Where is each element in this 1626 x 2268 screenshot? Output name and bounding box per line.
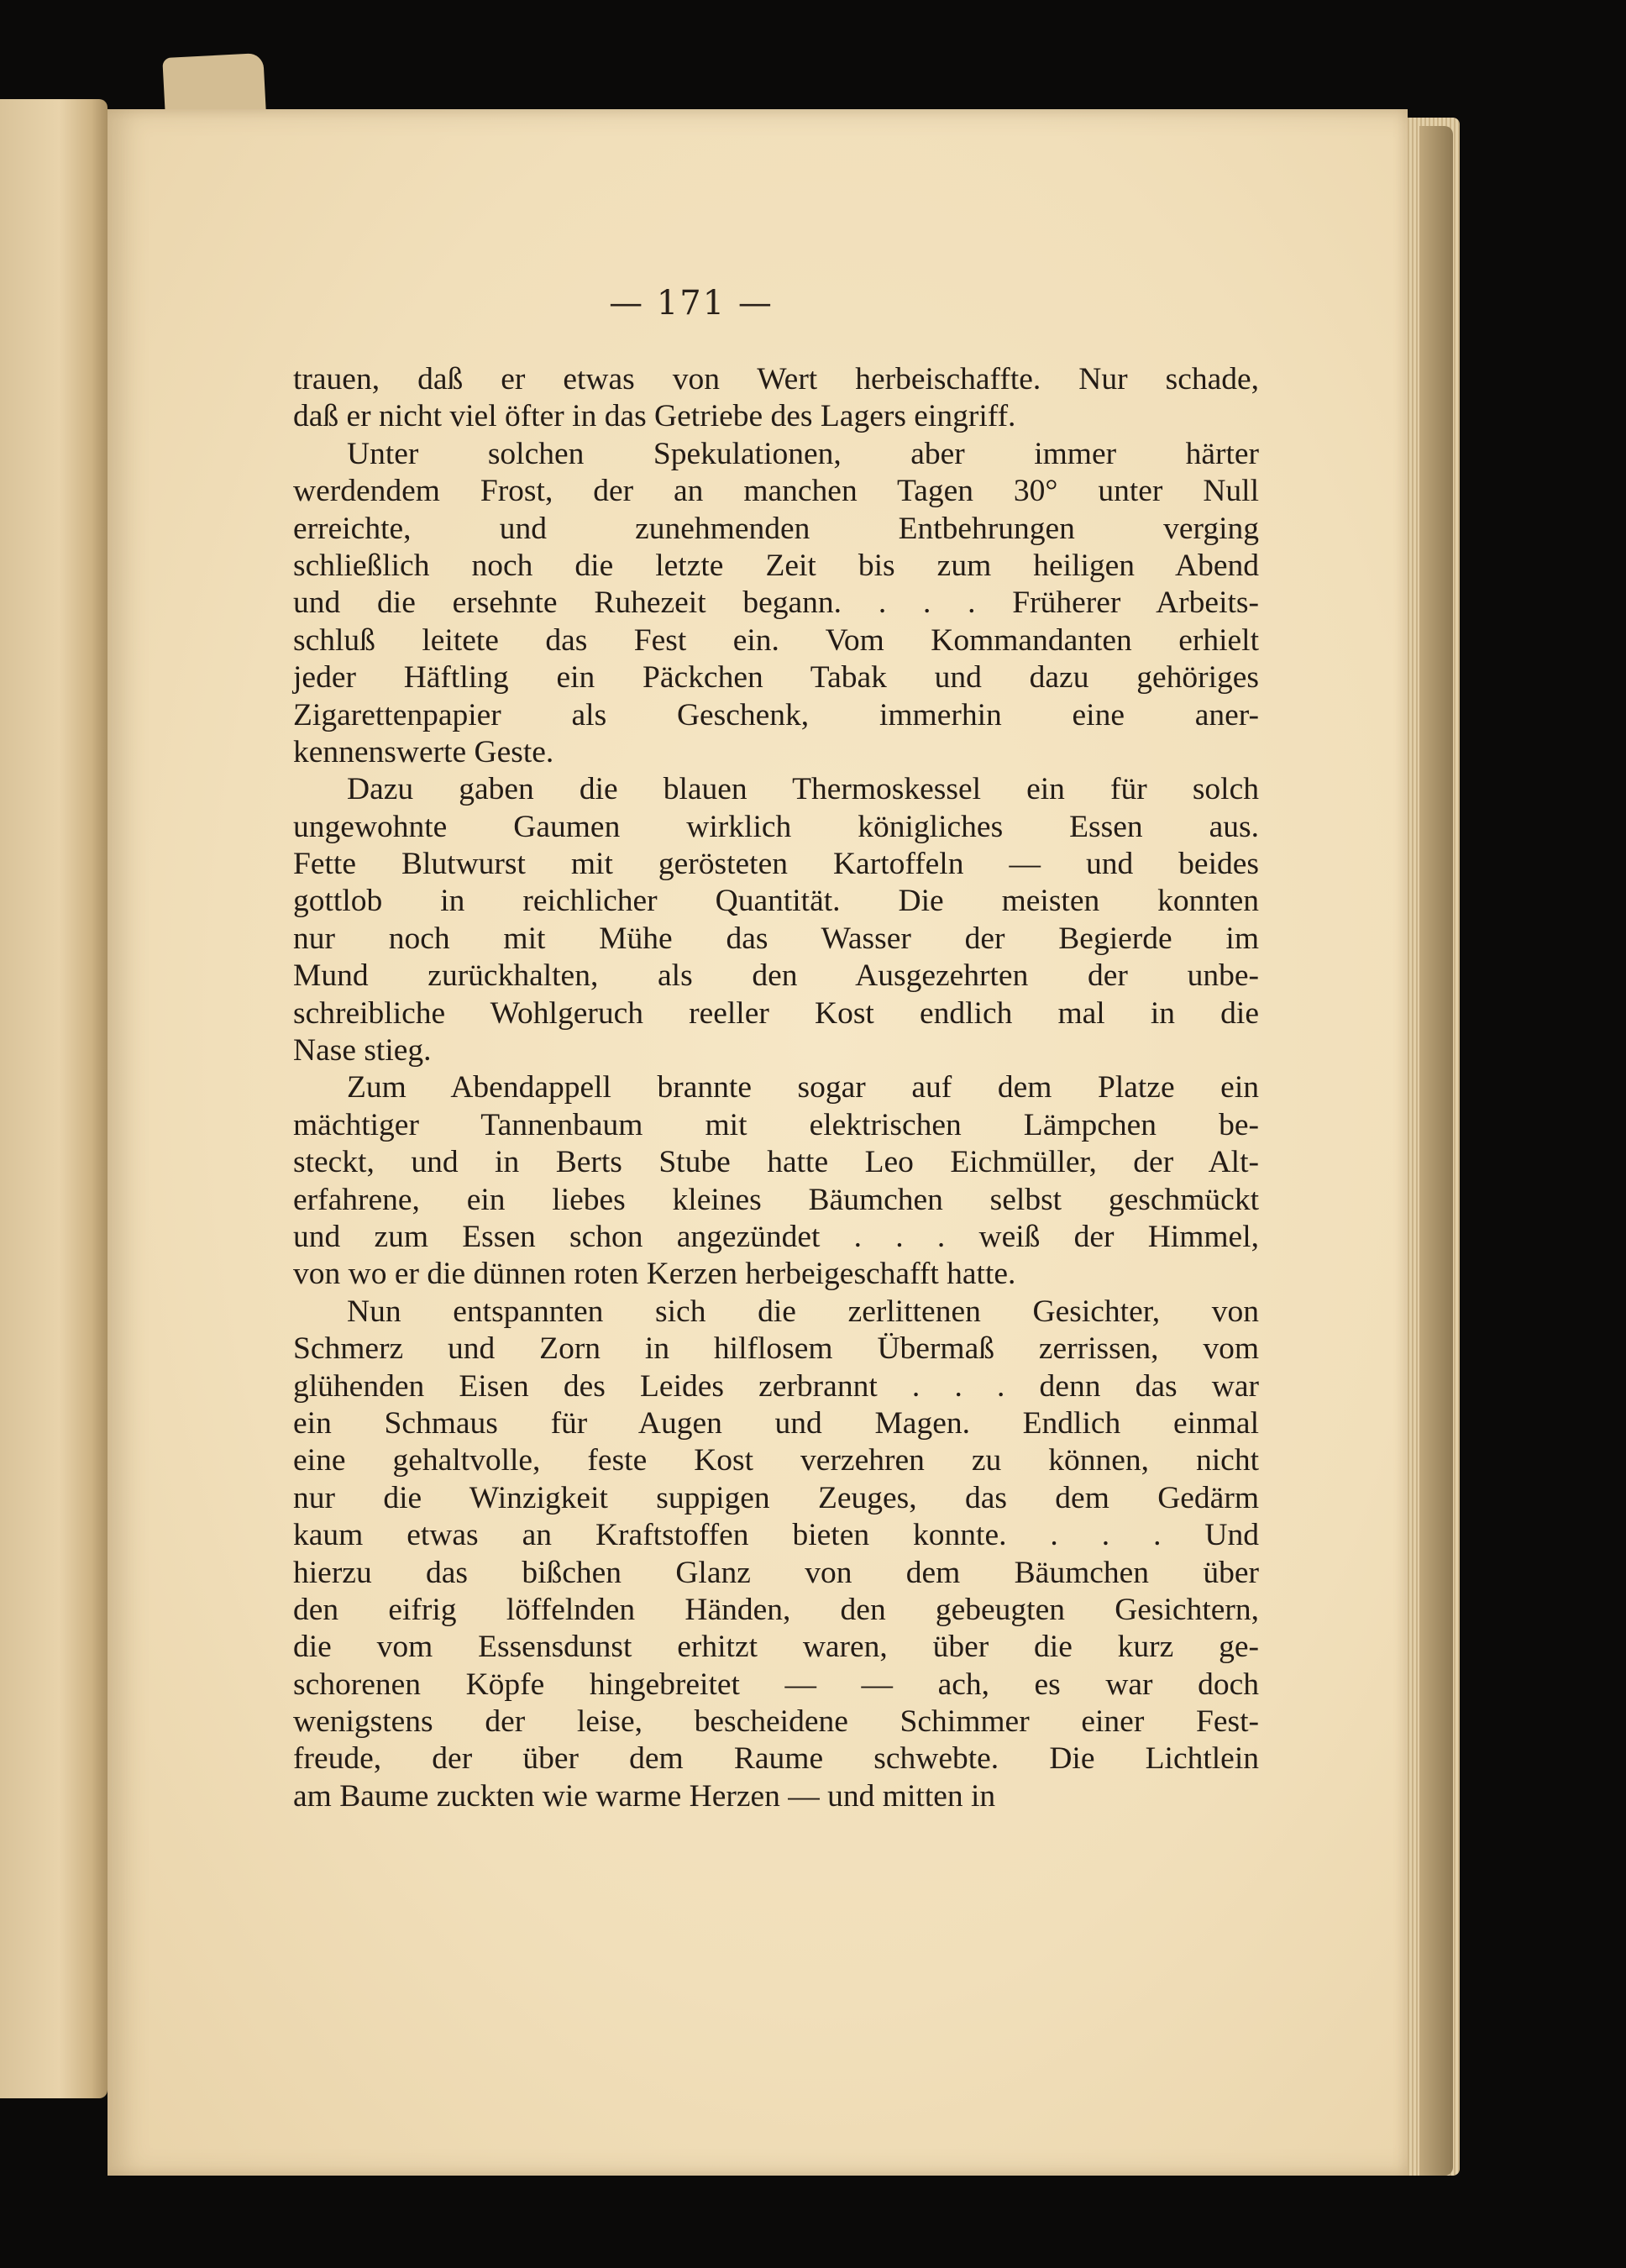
text-line: freude, der über dem Raume schwebte. Die Lichtlein <box>293 1741 1259 1777</box>
text-line: steckt, und in Berts Stube hatte Leo Eichmüller, der Alt- <box>293 1145 1259 1180</box>
text-line: die vom Essensdunst erhitzt waren, über die kurz ge- <box>293 1630 1259 1665</box>
book-cover-edge <box>1419 126 1453 2176</box>
text-line: Fette Blutwurst mit gerösteten Kartoffeln — und beides <box>293 847 1259 882</box>
previous-page-edge <box>0 99 108 2098</box>
text-line: Mund zurückhalten, als den Ausgezehrten der unbe- <box>293 958 1259 994</box>
text-line: den eifrig löffelnden Händen, den gebeugten Gesichtern, <box>293 1592 1259 1627</box>
text-line: kennenswerte Geste. <box>293 734 554 769</box>
text-line: Nun entspannten sich die zerlittenen Gesichter, von <box>347 1294 1259 1329</box>
text-line: nur noch mit Mühe das Wasser der Begierde im <box>293 921 1259 956</box>
text-line: nur die Winzigkeit suppigen Zeuges, das dem Gedärm <box>293 1480 1259 1515</box>
text-line: am Baume zuckten wie warme Herzen — und mitten in <box>293 1778 996 1814</box>
text-line: daß er nicht viel öfter in das Getriebe des Lagers eingriff. <box>293 399 1016 434</box>
text-line: Unter solchen Spekulationen, aber immer härter <box>347 436 1259 471</box>
page-number: — 171 — <box>609 284 774 323</box>
text-line: werdendem Frost, der an manchen Tagen 30° unter Null <box>293 474 1259 509</box>
text-line: Schmerz und Zorn in hilflosem Übermaß zerrissen, vom <box>293 1331 1259 1367</box>
text-line: von wo er die dünnen roten Kerzen herbeigeschafft hatte. <box>293 1257 1016 1292</box>
book-page <box>108 109 1408 2176</box>
text-line: hierzu das bißchen Glanz von dem Bäumchen über <box>293 1555 1259 1590</box>
text-line: schluß leitete das Fest ein. Vom Kommandanten erhielt <box>293 622 1259 658</box>
text-line: trauen, daß er etwas von Wert herbeischaffte. Nur schade, <box>293 362 1259 396</box>
torn-page-corner <box>162 53 265 117</box>
text-line: schreibliche Wohlgeruch reeller Kost endlich mal in die <box>293 995 1259 1031</box>
text-line: Dazu gaben die blauen Thermoskessel ein für solch <box>347 772 1259 807</box>
text-line: ungewohnte Gaumen wirklich königliches Essen aus. <box>293 809 1259 844</box>
text-line: wenigstens der leise, bescheidene Schimmer einer Fest- <box>293 1704 1259 1740</box>
text-line: und die ersehnte Ruhezeit begann. . . . Früherer Arbeits- <box>293 585 1259 621</box>
text-line: gottlob in reichlicher Quantität. Die meisten konnten <box>293 884 1259 919</box>
text-line: eine gehaltvolle, feste Kost verzehren zu können, nicht <box>293 1443 1259 1478</box>
body-text <box>293 361 1259 1815</box>
text-line: schließlich noch die letzte Zeit bis zum heiligen Abend <box>293 548 1259 583</box>
text-line: jeder Häftling ein Päckchen Tabak und dazu gehöriges <box>293 660 1259 696</box>
text-line: und zum Essen schon angezündet . . . weiß der Himmel, <box>293 1219 1259 1254</box>
text-line: kaum etwas an Kraftstoffen bieten konnte. . . . Und <box>293 1518 1259 1553</box>
text-line: schorenen Köpfe hingebreitet — — ach, es war doch <box>293 1667 1259 1702</box>
text-line: Nase stieg. <box>293 1033 432 1068</box>
text-line: Zigarettenpapier als Geschenk, immerhin eine aner- <box>293 697 1259 732</box>
text-line: Zum Abendappell brannte sogar auf dem Platze ein <box>347 1070 1259 1105</box>
text-line: ein Schmaus für Augen und Magen. Endlich einmal <box>293 1405 1259 1441</box>
text-line: erreichte, und zunehmenden Entbehrungen verging <box>293 511 1259 546</box>
text-line: glühenden Eisen des Leides zerbrannt . . . denn das war <box>293 1368 1259 1404</box>
text-line: mächtiger Tannenbaum mit elektrischen Lämpchen be- <box>293 1107 1259 1142</box>
text-line: erfahrene, ein liebes kleines Bäumchen selbst geschmückt <box>293 1182 1259 1217</box>
